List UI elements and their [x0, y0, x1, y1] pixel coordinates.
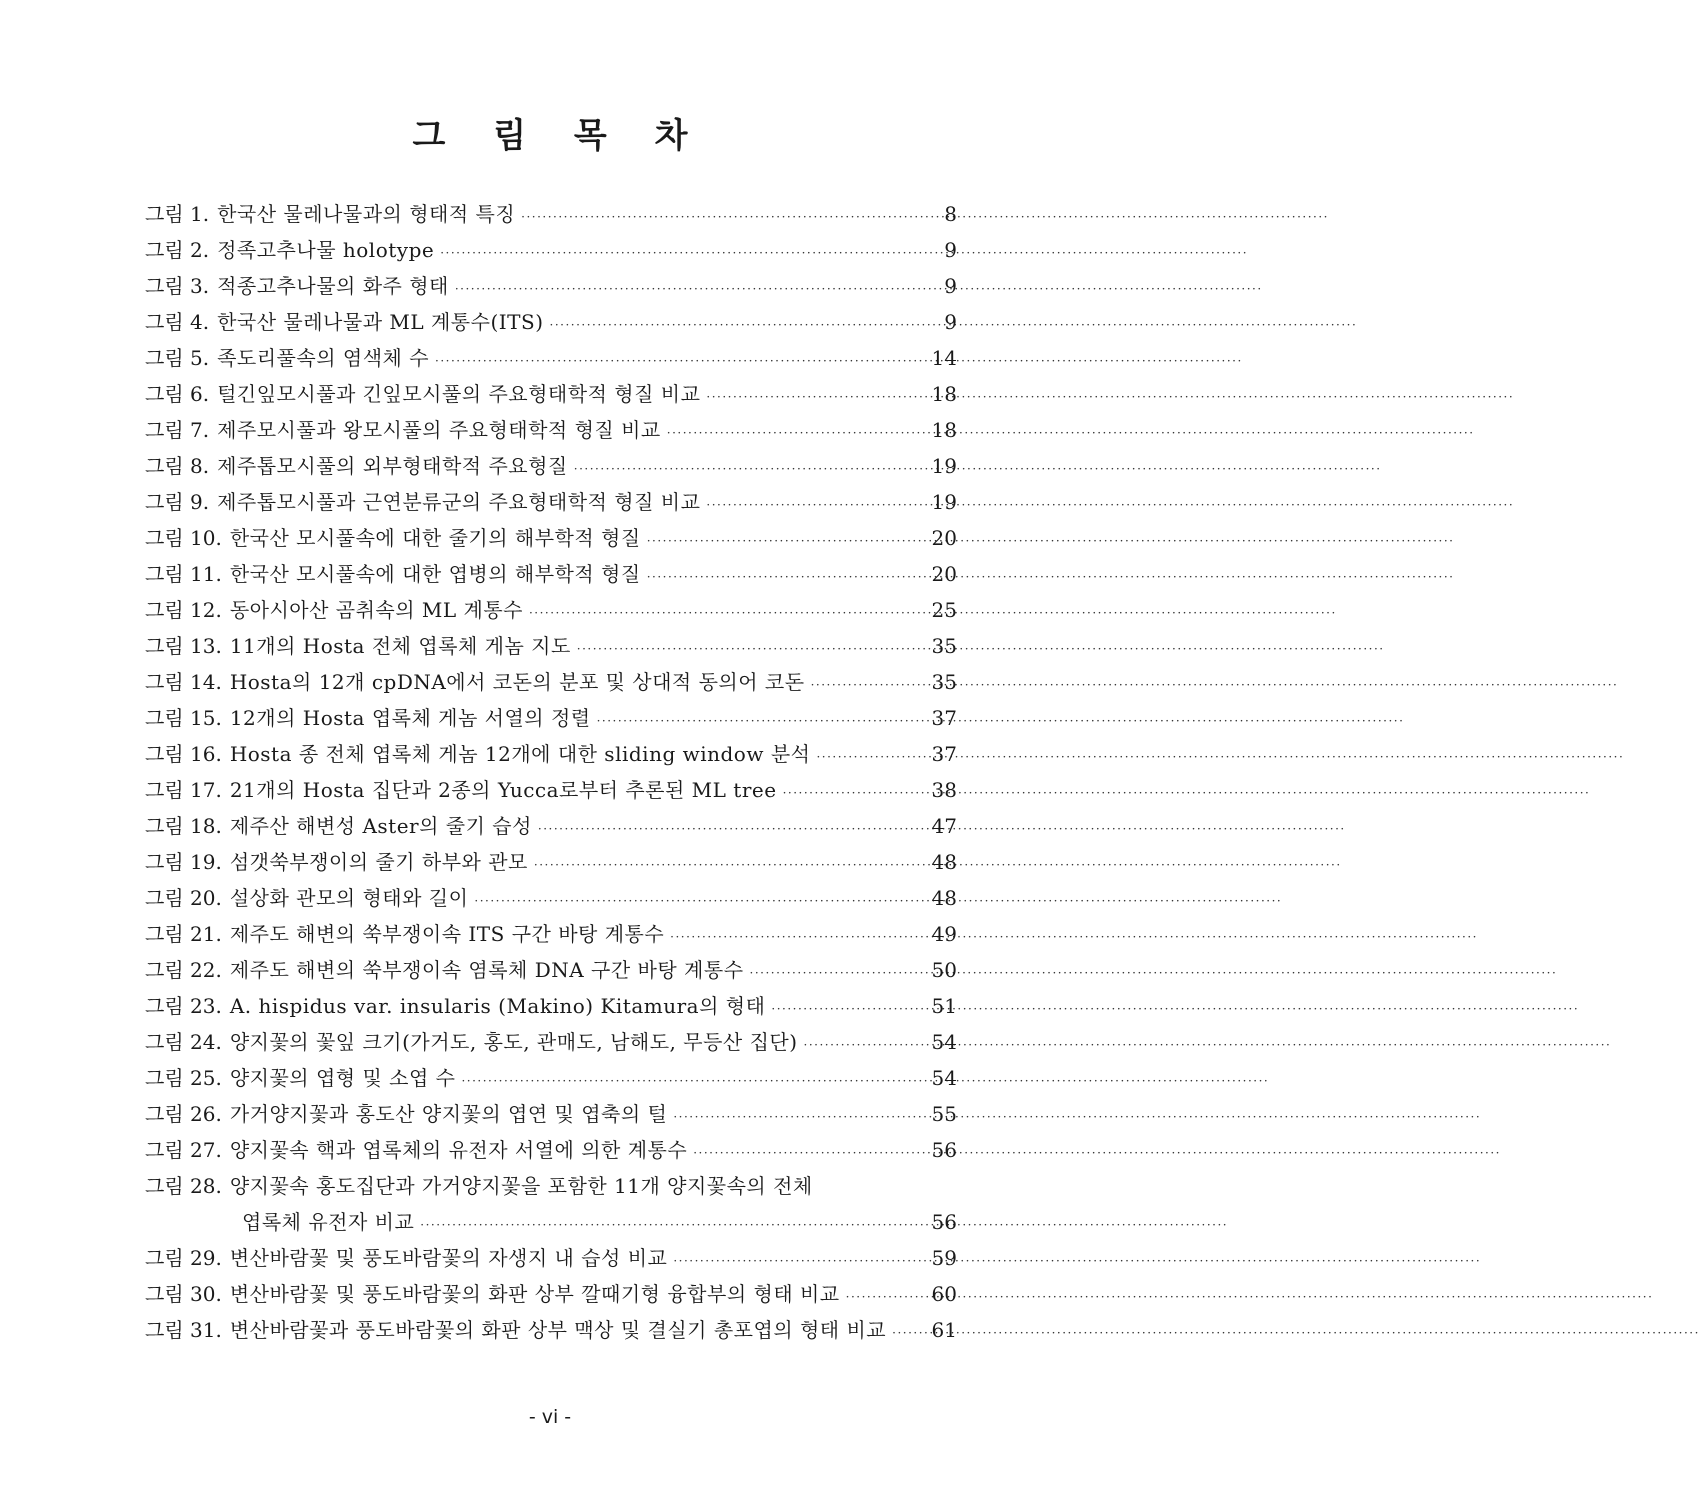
- figure-label: 그림 23.: [145, 994, 222, 1018]
- dot-leader: [804, 1027, 919, 1063]
- figure-caption: 적종고추나물의 화주 형태: [217, 274, 449, 298]
- figure-caption: A. hispidus var. insularis (Makino) Kitamura의 형태: [229, 994, 766, 1018]
- figure-caption: 털긴잎모시풀과 긴잎모시풀의 주요형태학적 형질 비교: [217, 382, 701, 406]
- dot-leader: [529, 595, 919, 631]
- figure-caption: 엽록체 유전자 비교: [242, 1210, 415, 1234]
- figure-label: 그림 9.: [145, 490, 210, 514]
- page-number: 55: [931, 1102, 957, 1126]
- table-of-figures: [145, 196, 957, 1348]
- dot-leader: [811, 667, 919, 703]
- dot-leader: [647, 559, 919, 595]
- page-number: 37: [931, 706, 957, 730]
- toc-entry[interactable]: [145, 664, 957, 700]
- figure-label: 그림 29.: [145, 1246, 222, 1270]
- page-number: 48: [931, 886, 957, 910]
- figure-caption: 섬갯쑥부쟁이의 줄기 하부와 관모: [229, 850, 528, 874]
- figure-caption: 변산바람꽃과 풍도바람꽃의 화판 상부 맥상 및 결실기 총포엽의 형태 비교: [229, 1318, 887, 1342]
- dot-leader: [420, 1207, 919, 1243]
- figure-caption: 한국산 모시풀속에 대한 엽병의 해부학적 형질: [229, 562, 641, 586]
- figure-caption: Hosta 종 전체 엽록체 게놈 12개에 대한 sliding window 분석: [229, 742, 811, 766]
- figure-label: 그림 4.: [145, 310, 210, 334]
- figure-caption: 양지꽃의 꽃잎 크기(가거도, 홍도, 관매도, 남해도, 무등산 집단): [229, 1030, 798, 1054]
- figure-caption: 한국산 물레나물과의 형태적 특징: [217, 202, 516, 226]
- page-number: 8: [944, 202, 957, 226]
- toc-entry[interactable]: [145, 988, 957, 1024]
- figure-label: 그림 28.: [145, 1174, 222, 1198]
- toc-entry[interactable]: [145, 340, 957, 376]
- page-number: 9: [944, 310, 957, 334]
- dot-leader: [577, 631, 919, 667]
- page-number: 35: [931, 670, 957, 694]
- figure-caption: 21개의 Hosta 집단과 2종의 Yucca로부터 추론된 ML tree: [229, 778, 777, 802]
- toc-entry[interactable]: [145, 1312, 957, 1348]
- figure-label: 그림 24.: [145, 1030, 222, 1054]
- dot-leader: [574, 451, 919, 487]
- dot-leader: [673, 1099, 919, 1135]
- toc-entry[interactable]: [145, 592, 957, 628]
- figure-label: 그림 20.: [145, 886, 222, 910]
- toc-entry[interactable]: [145, 1096, 957, 1132]
- page-number: 20: [931, 526, 957, 550]
- dot-leader: [706, 487, 919, 523]
- toc-entry[interactable]: [145, 1060, 957, 1096]
- dot-leader: [750, 955, 919, 991]
- toc-entry[interactable]: [145, 880, 957, 916]
- page-number: 49: [931, 922, 957, 946]
- page-number: 54: [931, 1030, 957, 1054]
- page-number: 35: [931, 634, 957, 658]
- figure-label: 그림 26.: [145, 1102, 222, 1126]
- figure-label: 그림 12.: [145, 598, 222, 622]
- dot-leader: [597, 703, 919, 739]
- page-number: 20: [931, 562, 957, 586]
- figure-caption: 제주도 해변의 쑥부쟁이속 ITS 구간 바탕 계통수: [229, 922, 665, 946]
- toc-entry[interactable]: [145, 952, 957, 988]
- page-number: 51: [931, 994, 957, 1018]
- figure-label: 그림 14.: [145, 670, 222, 694]
- dot-leader: [892, 1315, 919, 1351]
- dot-leader: [461, 1063, 919, 1099]
- dot-leader: [670, 919, 919, 955]
- figure-label: 그림 13.: [145, 634, 222, 658]
- dot-leader: [783, 775, 919, 811]
- page-number: 56: [931, 1210, 957, 1234]
- toc-entry[interactable]: [145, 1024, 957, 1060]
- page-number: 54: [931, 1066, 957, 1090]
- figure-label: 그림 27.: [145, 1138, 222, 1162]
- page-number: 47: [931, 814, 957, 838]
- toc-entry[interactable]: [145, 520, 957, 556]
- toc-entry[interactable]: [145, 196, 957, 232]
- dot-leader: [771, 991, 919, 1027]
- toc-entry[interactable]: [145, 1168, 957, 1204]
- page-number: 38: [931, 778, 957, 802]
- toc-entry[interactable]: [145, 412, 957, 448]
- figure-label: 그림 6.: [145, 382, 210, 406]
- figure-label: 그림 15.: [145, 706, 222, 730]
- figure-caption: 제주톱모시풀의 외부형태학적 주요형질: [217, 454, 568, 478]
- figure-label: 그림 19.: [145, 850, 222, 874]
- figure-label: 그림 17.: [145, 778, 222, 802]
- dot-leader: [521, 199, 919, 235]
- page-number: 14: [931, 346, 957, 370]
- dot-leader: [550, 307, 920, 343]
- toc-entry[interactable]: [145, 844, 957, 880]
- figure-caption: 변산바람꽃 및 풍도바람꽃의 자생지 내 습성 비교: [229, 1246, 668, 1270]
- toc-entry[interactable]: [145, 376, 957, 412]
- page-number: 9: [944, 274, 957, 298]
- page-number: 61: [931, 1318, 957, 1342]
- figure-label: 그림 16.: [145, 742, 222, 766]
- toc-entry[interactable]: [145, 700, 957, 736]
- dot-leader: [440, 235, 919, 271]
- dot-leader: [673, 1243, 919, 1279]
- toc-entry[interactable]: [145, 1240, 957, 1276]
- toc-entry[interactable]: [145, 1204, 957, 1240]
- page-number: 18: [931, 418, 957, 442]
- toc-entry[interactable]: [145, 484, 957, 520]
- figure-caption: 양지꽃의 엽형 및 소엽 수: [229, 1066, 456, 1090]
- page-number: 60: [931, 1282, 957, 1306]
- dot-leader: [534, 847, 919, 883]
- page-number: 50: [931, 958, 957, 982]
- figure-caption: 가거양지꽃과 홍도산 양지꽃의 엽연 및 엽축의 털: [229, 1102, 668, 1126]
- figure-caption: 제주산 해변성 Aster의 줄기 습성: [229, 814, 532, 838]
- toc-entry[interactable]: [145, 916, 957, 952]
- figure-label: 그림 7.: [145, 418, 210, 442]
- toc-entry[interactable]: [145, 736, 957, 772]
- figure-label: 그림 30.: [145, 1282, 222, 1306]
- figure-label: 그림 3.: [145, 274, 210, 298]
- toc-entry[interactable]: [145, 268, 957, 304]
- dot-leader: [474, 883, 919, 919]
- figure-caption: 변산바람꽃 및 풍도바람꽃의 화판 상부 깔때기형 융합부의 형태 비교: [229, 1282, 840, 1306]
- figure-caption: 설상화 관모의 형태와 길이: [229, 886, 469, 910]
- toc-entry[interactable]: [145, 808, 957, 844]
- figure-caption: 11개의 Hosta 전체 엽록체 게놈 지도: [229, 634, 571, 658]
- figure-label: 그림 21.: [145, 922, 222, 946]
- figure-caption: 족도리풀속의 염색체 수: [217, 346, 430, 370]
- toc-entry[interactable]: [145, 556, 957, 592]
- dot-leader: [538, 811, 919, 847]
- page-number: 37: [931, 742, 957, 766]
- page-title: 그 림 목 차: [412, 116, 706, 156]
- figure-caption: 양지꽃속 핵과 엽록체의 유전자 서열에 의한 계통수: [229, 1138, 688, 1162]
- figure-label: 그림 8.: [145, 454, 210, 478]
- figure-label: 그림 5.: [145, 346, 210, 370]
- figure-caption: 제주모시풀과 왕모시풀의 주요형태학적 형질 비교: [217, 418, 661, 442]
- dot-leader: [816, 739, 919, 775]
- figure-caption: 정족고추나물 holotype: [217, 238, 435, 262]
- dot-leader: [647, 523, 919, 559]
- page-number: 25: [931, 598, 957, 622]
- page-number: 59: [931, 1246, 957, 1270]
- figure-label: 그림 11.: [145, 562, 222, 586]
- page-number: 56: [931, 1138, 957, 1162]
- page-number: 9: [944, 238, 957, 262]
- toc-entry[interactable]: [145, 772, 957, 808]
- page-number-footer: - vi -: [528, 1406, 572, 1428]
- toc-entry[interactable]: [145, 1132, 957, 1168]
- figure-caption: 제주톱모시풀과 근연분류군의 주요형태학적 형질 비교: [217, 490, 701, 514]
- page-number: 18: [931, 382, 957, 406]
- dot-leader: [455, 271, 919, 307]
- toc-entry[interactable]: [145, 628, 957, 664]
- figure-caption: 동아시아산 곰취속의 ML 계통수: [229, 598, 523, 622]
- dot-leader: [693, 1135, 919, 1171]
- figure-label: 그림 31.: [145, 1318, 222, 1342]
- toc-entry[interactable]: [145, 232, 957, 268]
- figure-caption: Hosta의 12개 cpDNA에서 코돈의 분포 및 상대적 동의어 코돈: [229, 670, 805, 694]
- figure-label: 그림 25.: [145, 1066, 222, 1090]
- page-number: 48: [931, 850, 957, 874]
- dot-leader: [435, 343, 919, 379]
- figure-label: 그림 1.: [145, 202, 210, 226]
- page-number: 19: [931, 490, 957, 514]
- dot-leader: [846, 1279, 919, 1315]
- dot-leader: [706, 379, 919, 415]
- figure-caption: 제주도 해변의 쑥부쟁이속 염록체 DNA 구간 바탕 계통수: [229, 958, 744, 982]
- toc-entry[interactable]: [145, 1276, 957, 1312]
- figure-label: 그림 22.: [145, 958, 222, 982]
- figure-label: 그림 10.: [145, 526, 222, 550]
- toc-entry[interactable]: [145, 448, 957, 484]
- figure-caption: 양지꽃속 홍도집단과 가거양지꽃을 포함한 11개 양지꽃속의 전체: [229, 1174, 813, 1198]
- figure-caption: 한국산 모시풀속에 대한 줄기의 해부학적 형질: [229, 526, 641, 550]
- dot-leader: [667, 415, 919, 451]
- toc-entry[interactable]: [145, 304, 957, 340]
- figure-caption: 한국산 물레나물과 ML 계통수(ITS): [217, 310, 544, 334]
- figure-caption: 12개의 Hosta 엽록체 게놈 서열의 정렬: [229, 706, 591, 730]
- figure-label: 그림 2.: [145, 238, 210, 262]
- page-number: 19: [931, 454, 957, 478]
- figure-label: 그림 18.: [145, 814, 222, 838]
